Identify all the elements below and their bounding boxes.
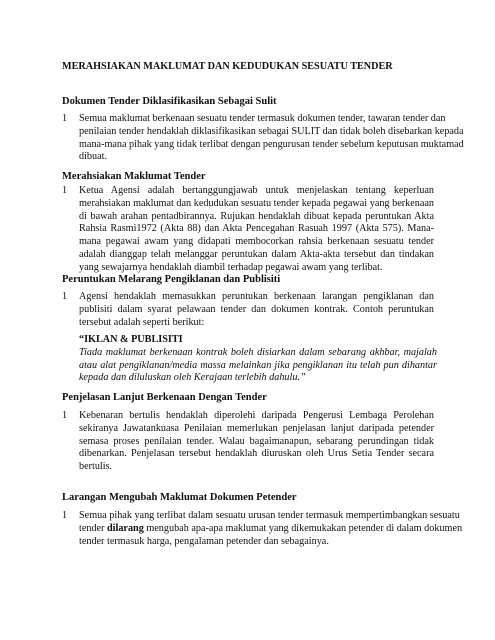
emphasis-text: dilarang — [107, 522, 144, 534]
item-number: 1 — [62, 510, 68, 521]
item-line: dibuat. — [79, 151, 108, 163]
item-line: penilaian tender hendaklah diklasifikasikan sebagai SULIT dan tidak boleh disebarkan kepada — [79, 125, 464, 137]
item-body — [79, 410, 434, 474]
item-body — [79, 113, 464, 164]
item-text: Agensi hendaklah memasukkan peruntukan berkenaan larangan pengiklanan dan publisiti dalam syarat pelawaan tender dan dokumen kontrak. Contoh peruntukan tersebut adalah seperti berikut: — [79, 291, 434, 328]
section-item-secrecy — [62, 185, 434, 275]
item-number: 1 — [62, 291, 68, 302]
section-heading-secrecy: Merahsiakan Maklumat Tender — [62, 171, 206, 182]
item-body — [79, 291, 434, 329]
item-line — [79, 522, 463, 536]
section-item-advertising — [62, 291, 434, 329]
section-item-classified — [62, 113, 464, 164]
section-heading-classified: Dokumen Tender Diklasifikasikan Sebagai Sulit — [62, 96, 277, 107]
section-heading-advertising: Peruntukan Melarang Pengiklanan dan Publisiti — [62, 274, 281, 285]
advertising-clause — [79, 334, 437, 385]
advertising-clause-title: “IKLAN & PUBLISITI — [79, 334, 183, 345]
item-text: Ketua Agensi adalah bertanggungjawab untuk menjelaskan tentang keperluan merahsiakan maklumat dan kedudukan sesuatu tender kepada pegawai yang berkenaan di bawah arahan pentadbirannya. Rujukan hendaklah dibuat kepada peruntukan Akta Rahsia Rasmi1972 (Akta 88) dan Akta Pencegahan Rasuah 1997 (Akta 575). Mana-mana pegawai awam yang didapati membocorkan rahsia berkenaan sesuatu tender adalah dianggap telah melanggar peruntukan dalam Akta-akta tersebut dan tindakan yang sewajarnya hendaklah diambil terhadap pegawai awam yang terlibat. — [79, 185, 434, 273]
section-heading-clarification: Penjelasan Lanjut Berkenaan Dengan Tender — [62, 392, 267, 403]
item-number: 1 — [62, 113, 68, 124]
section-item-clarification — [62, 410, 434, 474]
item-number: 1 — [62, 410, 68, 421]
item-body — [79, 185, 434, 275]
item-line: tender termasuk harga, pengalaman petender dan sebagainya. — [79, 535, 329, 547]
document-title: MERAHSIAKAN MAKLUMAT DAN KEDUDUKAN SESUATU TENDER — [62, 61, 393, 72]
item-line: mana-mana pihak yang tidak terlibat dengan pengurusan tender sebelum keputusan muktamad — [79, 138, 464, 150]
item-body — [79, 510, 463, 548]
item-line: Semua maklumat berkenaan sesuatu tender termasuk dokumen tender, tawaran tender dan — [79, 113, 446, 124]
item-line-text: tender — [79, 522, 108, 534]
advertising-clause-text: Tiada maklumat berkenaan kontrak boleh disiarkan dalam sebarang akhbar, majalah atau alat pengiklanan/media massa melainkan jika pengiklanan itu telah pun dihantar kepada dan diluluskan oleh Kerajaan terlebih dahulu.” — [79, 346, 437, 384]
item-number: 1 — [62, 185, 68, 196]
item-text: Kebenaran bertulis hendaklah diperolehi daripada Pengerusi Lembaga Perolehan sekiranya Jawatankuasa Penilaian memerlukan penjelasan lanjut daripada petender semasa proses penilaian tender. Walau bagaimanapun, sebarang perundingan tidak dibenarkan. Penjelasan tersebut hendaklah diuruskan oleh Urus Setia Tender secara bertulis. — [79, 410, 434, 473]
section-item-alteration — [62, 510, 463, 548]
item-line-text: mengubah apa-apa maklumat yang dikemukakan petender di dalam dokumen — [143, 522, 463, 534]
section-heading-alteration: Larangan Mengubah Maklumat Dokumen Petender — [62, 492, 297, 503]
item-line: Semua pihak yang terlibat dalam sesuatu urusan tender termasuk mempertimbangkan sesuatu — [79, 510, 460, 521]
